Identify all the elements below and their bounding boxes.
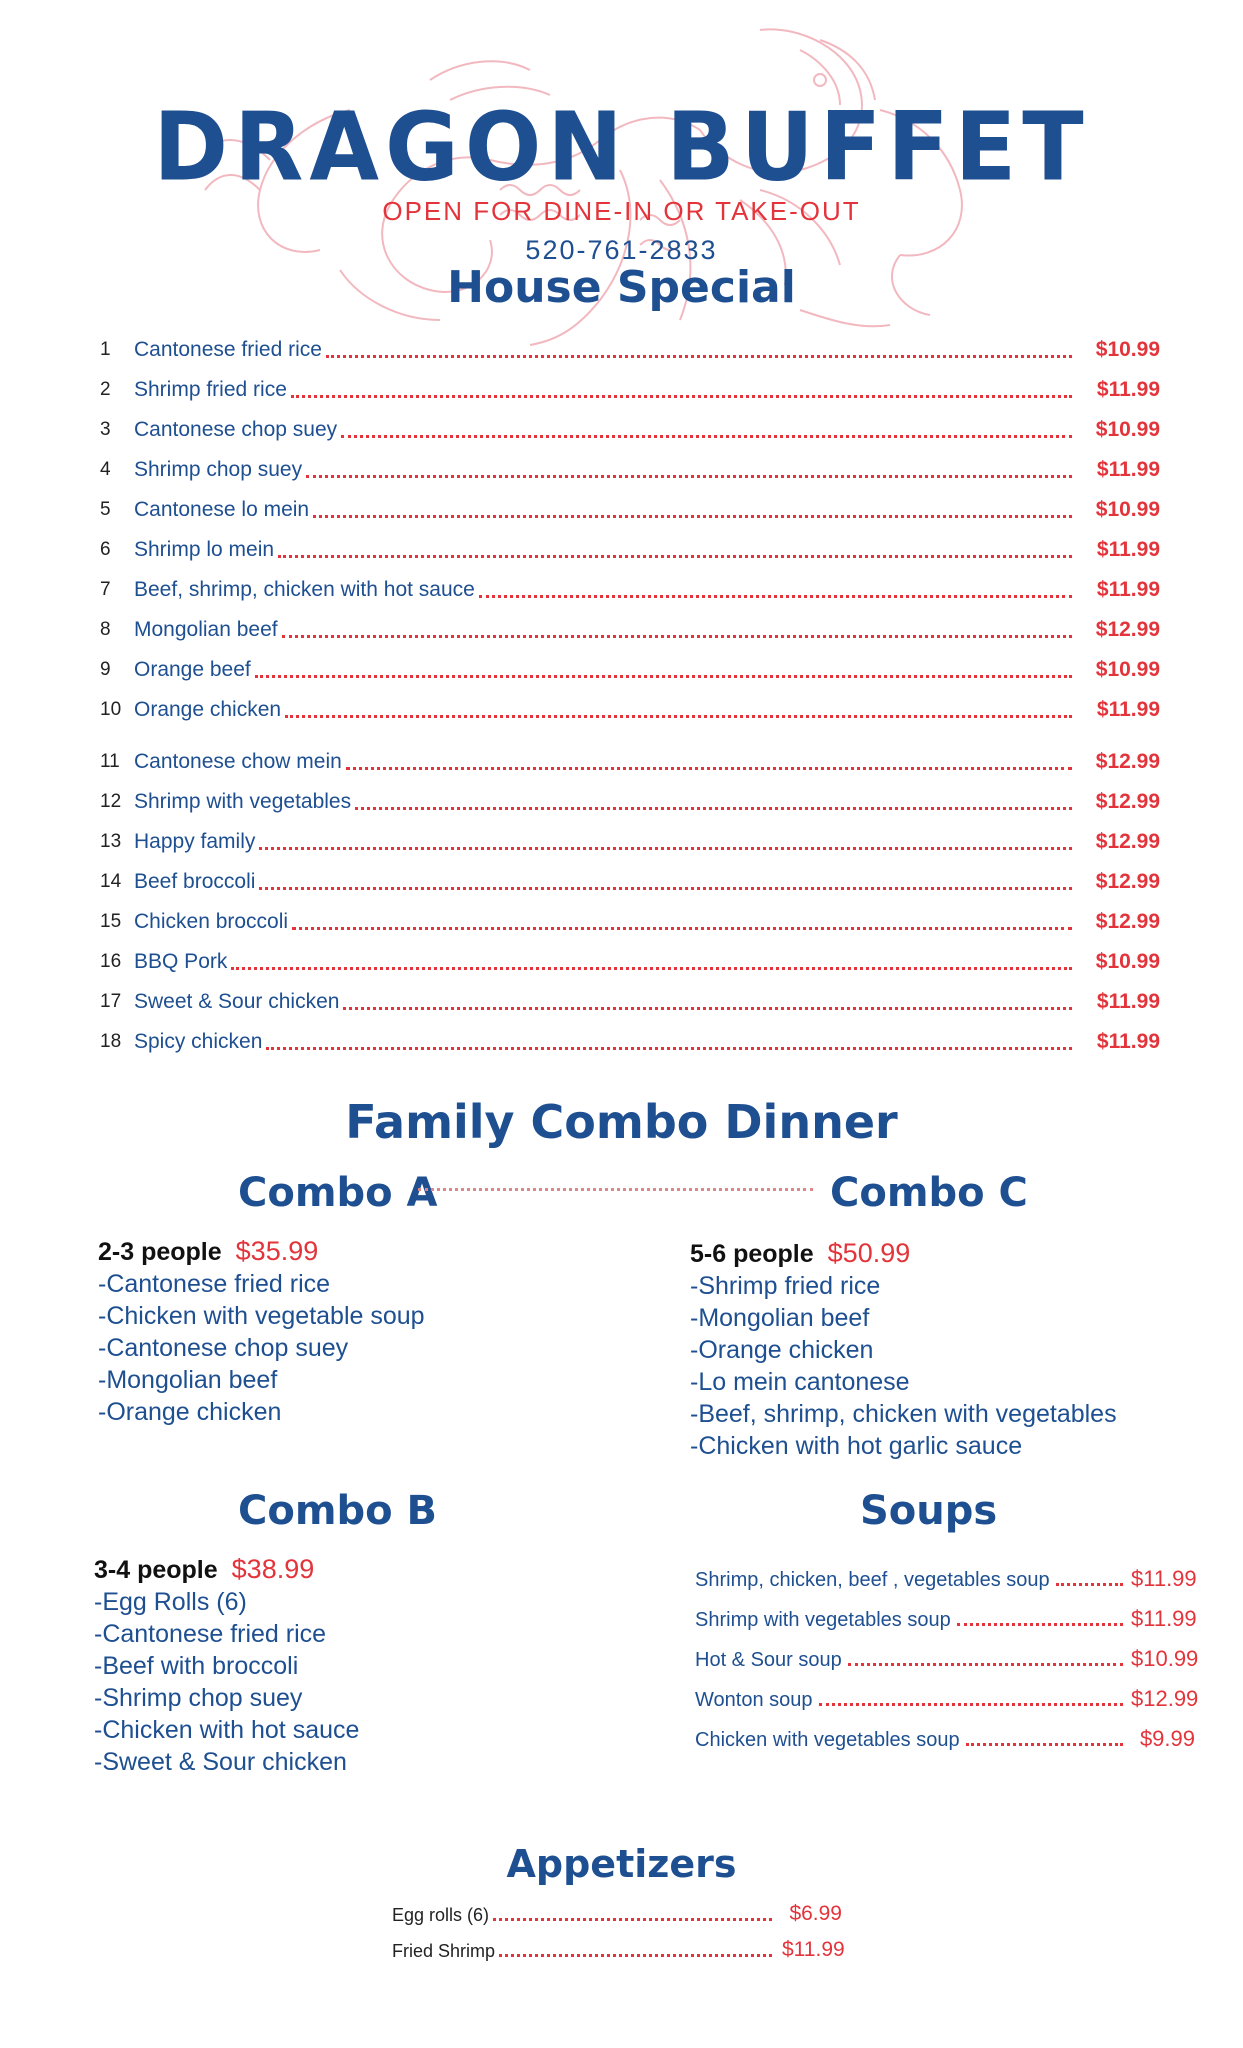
item-price: $12.99 [1095, 910, 1160, 933]
combo-item: -Orange chicken [98, 1398, 282, 1426]
dot-leader [313, 515, 1072, 518]
menu-item [100, 782, 1160, 822]
item-name: Beef broccoli [134, 870, 256, 893]
item-price: $11.99 [1096, 378, 1160, 401]
soup-item [695, 1552, 1195, 1592]
item-number: 11 [100, 751, 120, 772]
dot-leader [231, 967, 1072, 970]
item-price: $11.99 [1096, 698, 1160, 721]
item-price: $10.99 [1095, 658, 1160, 681]
soup-price: $11.99 [1131, 1566, 1197, 1591]
dot-leader [259, 887, 1072, 890]
item-name: Happy family [134, 830, 256, 853]
item-price: $12.99 [1095, 790, 1160, 813]
menu-item [100, 690, 1160, 730]
item-number: 1 [100, 339, 111, 360]
dot-leader [278, 555, 1072, 558]
item-number: 4 [100, 459, 111, 480]
item-price: $11.99 [1096, 1030, 1160, 1053]
soups-list [695, 1552, 1199, 1752]
menu-item [100, 1022, 1160, 1062]
dot-leader [966, 1743, 1123, 1746]
item-number: 5 [100, 499, 111, 520]
menu-item [100, 450, 1160, 490]
item-price: $11.99 [1096, 990, 1160, 1013]
combo-item: -Cantonese fried rice [98, 1270, 331, 1298]
item-price: $10.99 [1095, 418, 1160, 441]
soups-title: Soups [860, 1488, 998, 1534]
combo-b-people: 3-4 people [94, 1556, 218, 1584]
combo-item: -Shrimp fried rice [690, 1272, 881, 1300]
combo-item: -Chicken with hot garlic sauce [690, 1432, 1023, 1460]
dot-leader [259, 847, 1072, 850]
item-number: 14 [100, 871, 122, 892]
item-name: Spicy chicken [134, 1030, 263, 1053]
appetizers-title: Appetizers [506, 1842, 737, 1886]
appetizers-list [392, 1890, 845, 1962]
dot-leader [341, 435, 1072, 438]
combo-item: -Chicken with hot sauce [94, 1716, 360, 1744]
house-special-list [100, 330, 1160, 1062]
phone-number: 520-761-2833 [525, 235, 718, 265]
combo-b [94, 1553, 359, 1778]
combo-b-items [94, 1586, 359, 1778]
item-name: Shrimp chop suey [134, 458, 303, 481]
soup-item [695, 1672, 1199, 1712]
item-name: Orange chicken [134, 698, 282, 721]
item-price: $11.99 [1096, 458, 1160, 481]
combo-item: -Beef, shrimp, chicken with vegetables [690, 1400, 1117, 1428]
item-name: Sweet & Sour chicken [134, 990, 340, 1013]
item-name: Cantonese lo mein [134, 498, 310, 521]
menu-item [100, 902, 1160, 942]
appetizer-price: $6.99 [789, 1902, 842, 1925]
item-price: $10.99 [1095, 338, 1160, 361]
soup-item [695, 1712, 1195, 1752]
combo-item: -Chicken with vegetable soup [98, 1302, 425, 1330]
dot-leader [819, 1703, 1124, 1706]
dot-leader [343, 1007, 1072, 1010]
combo-c [690, 1237, 1117, 1462]
item-name: Cantonese fried rice [134, 338, 322, 361]
item-price: $12.99 [1095, 830, 1160, 853]
soup-item [695, 1632, 1199, 1672]
menu-item [100, 610, 1160, 650]
combo-a-people: 2-3 people [98, 1238, 222, 1266]
item-number: 13 [100, 831, 122, 852]
combo-item: -Orange chicken [690, 1336, 874, 1364]
item-number: 7 [100, 579, 111, 600]
family-combo-title: Family Combo Dinner [345, 1095, 898, 1149]
item-price: $12.99 [1095, 618, 1160, 641]
menu-item [100, 942, 1160, 982]
item-name: Shrimp with vegetables [134, 790, 352, 813]
appetizer-price: $11.99 [782, 1938, 845, 1961]
combo-item: -Shrimp chop suey [94, 1684, 303, 1712]
menu-item [100, 650, 1160, 690]
soup-name: Shrimp with vegetables soup [695, 1609, 951, 1631]
dot-leader [355, 807, 1072, 810]
menu-item [100, 570, 1160, 610]
dot-leader [326, 355, 1072, 358]
house-special-title: House Special [447, 262, 796, 313]
soup-name: Hot & Sour soup [695, 1649, 842, 1671]
item-number: 8 [100, 619, 111, 640]
soup-name: Shrimp, chicken, beef , vegetables soup [695, 1569, 1050, 1591]
combo-item: -Beef with broccoli [94, 1652, 299, 1680]
menu-item [100, 982, 1160, 1022]
restaurant-name: DRAGON BUFFET [153, 92, 1090, 203]
dot-leader [479, 595, 1072, 598]
item-number: 16 [100, 951, 122, 972]
dot-leader [255, 675, 1072, 678]
dot-leader [282, 635, 1072, 638]
menu-item [100, 490, 1160, 530]
soup-price: $11.99 [1131, 1606, 1197, 1631]
item-name: Chicken broccoli [134, 910, 289, 933]
dot-leader [848, 1663, 1123, 1666]
appetizer-name: Egg rolls (6) [392, 1905, 490, 1925]
item-number: 15 [100, 911, 122, 932]
dot-leader [346, 767, 1072, 770]
combo-a-title: Combo A [238, 1170, 438, 1216]
appetizer-item [392, 1890, 842, 1926]
combo-b-price: $38.99 [231, 1554, 315, 1584]
appetizer-name: Fried Shrimp [392, 1941, 496, 1961]
item-number: 2 [100, 379, 111, 400]
combo-b-title: Combo B [238, 1488, 438, 1534]
item-number: 10 [100, 699, 122, 720]
combo-item: -Mongolian beef [98, 1366, 278, 1394]
item-name: Orange beef [134, 658, 251, 681]
soup-price: $9.99 [1139, 1726, 1195, 1751]
item-number: 12 [100, 791, 122, 812]
dot-leader [957, 1623, 1123, 1626]
item-name: Beef, shrimp, chicken with hot sauce [134, 578, 475, 601]
combo-item: -Egg Rolls (6) [94, 1588, 247, 1616]
item-price: $11.99 [1096, 578, 1160, 601]
dot-leader [285, 715, 1072, 718]
menu-item [100, 330, 1160, 370]
item-number: 6 [100, 539, 111, 560]
combo-a [98, 1235, 425, 1428]
item-price: $11.99 [1096, 538, 1160, 561]
tagline: OPEN FOR DINE-IN OR TAKE-OUT [382, 196, 861, 226]
item-name: Shrimp lo mein [134, 538, 275, 561]
combo-item: -Mongolian beef [690, 1304, 870, 1332]
item-name: Shrimp fried rice [134, 378, 287, 401]
dot-leader [1056, 1583, 1123, 1586]
item-number: 9 [100, 659, 111, 680]
menu-item [100, 530, 1160, 570]
combo-item: -Cantonese chop suey [98, 1334, 349, 1362]
dot-leader [291, 395, 1072, 398]
item-name: BBQ Pork [134, 950, 228, 973]
combo-a-items [98, 1268, 425, 1428]
menu-item [100, 862, 1160, 902]
item-number: 17 [100, 991, 122, 1012]
soup-name: Chicken with vegetables soup [695, 1729, 960, 1751]
soup-name: Wonton soup [695, 1689, 813, 1711]
item-name: Cantonese chow mein [134, 750, 342, 773]
item-price: $12.99 [1095, 870, 1160, 893]
item-name: Cantonese chop suey [134, 418, 338, 441]
combo-divider [418, 1188, 813, 1191]
dot-leader [306, 475, 1072, 478]
combo-item: -Sweet & Sour chicken [94, 1748, 347, 1776]
item-price: $10.99 [1095, 498, 1160, 521]
item-number: 18 [100, 1031, 122, 1052]
item-price: $10.99 [1095, 950, 1160, 973]
dot-leader [292, 927, 1072, 930]
dot-leader [266, 1047, 1072, 1050]
soup-price: $12.99 [1131, 1686, 1199, 1711]
combo-c-items [690, 1270, 1117, 1462]
appetizer-item [392, 1926, 845, 1962]
item-price: $12.99 [1095, 750, 1160, 773]
dot-leader [499, 1954, 772, 1957]
item-name: Mongolian beef [134, 618, 278, 641]
menu-item [100, 822, 1160, 862]
soup-price: $10.99 [1131, 1646, 1199, 1671]
combo-a-price: $35.99 [235, 1236, 319, 1266]
combo-c-people: 5-6 people [690, 1240, 814, 1268]
combo-c-price: $50.99 [827, 1238, 911, 1268]
combo-c-title: Combo C [830, 1170, 1028, 1216]
item-number: 3 [100, 419, 111, 440]
dot-leader [493, 1918, 772, 1921]
soup-item [695, 1592, 1195, 1632]
menu-item [100, 742, 1160, 782]
combo-item: -Cantonese fried rice [94, 1620, 327, 1648]
menu-item [100, 410, 1160, 450]
combo-item: -Lo mein cantonese [690, 1368, 910, 1396]
menu-item [100, 370, 1160, 410]
